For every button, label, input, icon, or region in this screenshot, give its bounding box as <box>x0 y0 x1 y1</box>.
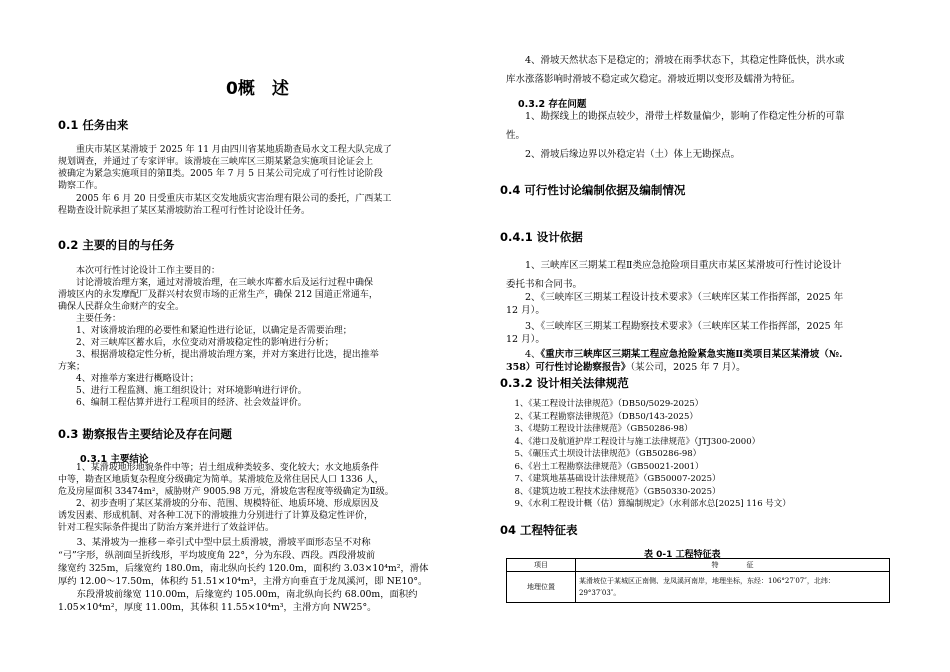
text-line: 本次可行性讨论设计工作主要目的： <box>58 266 221 276</box>
list-item: 3、《堤防工程设计法律规范》（GB50286-98） <box>506 424 693 434</box>
heading-0-1: 0.1 任务由来 <box>58 118 129 132</box>
text-line: 讨论滑坡治理方案，通过对滑坡治理，在三峡水库蓄水后及运行过程中确保 <box>58 278 374 288</box>
text-line: 确保人民群众生命财产的安全。 <box>58 302 185 312</box>
codes-list <box>506 398 791 511</box>
basis-item-4-cont <box>506 361 843 374</box>
list-item: 8、《建筑边坡工程技术法律规范》（GB50330-2025） <box>506 486 721 497</box>
table-cell <box>576 572 890 603</box>
text-line: 4、滑坡天然状态下是稳定的；滑坡在雨季状态下，其稳定性降低快，洪水或 <box>506 55 845 66</box>
text-line: 2、初步查明了某区某滑坡的分布、范围、规模特征、地质环境、形成原因及 <box>58 499 379 509</box>
heading-0-3: 0.3 勘察报告主要结论及存在问题 <box>58 427 232 441</box>
list-item: 9、《水利工程设计概（估）算编制规定》（水利部水总[2025] 116 号文） <box>506 499 791 509</box>
table-header-cell: 项目 <box>507 559 576 572</box>
para-basis <box>506 259 843 374</box>
heading-0-3-2-codes: 0.3.2 设计相关法律规范 <box>500 376 629 390</box>
text-line: 勘察工作。 <box>58 181 104 191</box>
table-row <box>507 572 890 603</box>
list-item: 4、《港口及航道护岸工程设计与施工法律规范》（JTJ300-2000） <box>506 436 761 447</box>
para-0-3-a <box>58 462 394 534</box>
heading-0-4-1: 0.4.1 设计依据 <box>500 230 583 244</box>
text-line: 3、《三峡库区三期某工程勘察技术要求》（三峡库区某工作指挥部，2025 年 <box>506 321 844 332</box>
text-line: 4、对推举方案进行概略设计； <box>58 374 199 384</box>
para-problems <box>506 110 845 161</box>
list-item: 5、《碾压式土坝设计法律规范》（GB50286-98） <box>506 449 702 459</box>
heading-0-2: 0.2 主要的目的与任务 <box>58 238 175 252</box>
text-line: 针对工程实际条件提出了防治方案并进行了效益评估。 <box>58 523 275 533</box>
text-line: 危及房屋面积 33474m²，威胁财产 9005.98 万元，滑坡危害程度等级确定为Ⅱ级。 <box>58 487 394 497</box>
text-line: 中等，勘查区地质复杂程度分级确定为简单。某滑坡危及常住居民人口 1336 人， <box>58 475 384 485</box>
text-span: 4、 <box>506 349 541 360</box>
text-line: 滑坡区内的永发摩配厂及群兴村农贸市场的正常生产，确保 212 国道正常通车， <box>58 290 378 300</box>
text-line: 1、某滑坡地形地貌条件中等；岩土组成种类较多、变化较大；水文地质条件 <box>58 463 379 473</box>
report-title-bold: 358）可行性讨论勘察报告》 <box>506 362 631 373</box>
text-line: 某滑坡位于某城区正南侧、龙凤溪河南岸，地理坐标，东经：106°27′07″，北纬： <box>579 577 835 585</box>
text-line: 缘宽约 325m，后缘宽约 180.0m，南北纵向长约 120.0m，面积约 3.03×10⁴m²，滑体 <box>58 563 429 574</box>
text-line: 性。 <box>506 130 526 141</box>
list-item: 2、《某工程勘察法律规范》（DB50/143-2025） <box>506 411 698 422</box>
text-line: 程勘查设计院承担了某区某滑坡防治工程可行性讨论设计任务。 <box>58 206 311 216</box>
text-line: 1、对该滑坡治理的必要性和紧迫性进行论证，以确定是否需要治理； <box>58 326 352 336</box>
text-line: 6、编制工程估算并进行工程项目的经济、社会效益评价。 <box>58 398 307 408</box>
table-cell: 地理位置 <box>507 572 576 603</box>
text-line: 重庆市某区某滑坡于 2025 年 11 月由四川省某地质勘查局水文工程大队完成了 <box>58 145 392 155</box>
text-line: 诱发因素、形成机制、对各种工况下的滑坡推力分别进行了计算及稳定性评价， <box>58 511 374 521</box>
heading-0-3-1: 0.3.1 主要结论 <box>80 454 149 465</box>
text-line: 库水涨落影响时滑坡不稳定或欠稳定。滑坡近期以变形及蠕滑为特征。 <box>506 74 801 85</box>
list-item: 1、《某工程设计法律规范》（DB50/5029-2025） <box>506 399 704 409</box>
text-line: 被确定为紧急实施项目的第Ⅱ类。2005 年 7 月 5 日某公司完成了可行性讨论阶段 <box>58 169 383 179</box>
table-title: 表 0-1 工程特征表 <box>644 550 721 560</box>
report-title-bold: 《重庆市三峡库区三期某工程应急抢险紧急实施Ⅱ类项目某区某滑坡（№. <box>540 349 843 360</box>
text-line: 29°37′03″。 <box>579 589 621 597</box>
heading-0-3-2: 0.3.2 存在问题 <box>518 99 587 110</box>
text-line: 厚约 12.00～17.50m，体积约 51.51×10⁴m³，主滑方向垂直于龙凤溪河，即 NE10°。 <box>58 576 428 587</box>
text-line: 3、根据滑坡稳定性分析，提出滑坡治理方案，并对方案进行比选，提出推举 <box>58 350 379 360</box>
heading-0-4-table: 04 工程特征表 <box>500 523 578 537</box>
text-line: 5、进行工程监测、施工组织设计；对环境影响进行评价。 <box>58 386 307 396</box>
para-0-1-a <box>58 144 392 192</box>
para-0-1-b <box>58 193 391 217</box>
text-line: 12 月）。 <box>506 334 545 345</box>
text-line: 方案； <box>58 362 86 372</box>
text-line: “弓”字形，纵剖面呈折线形，平均坡度角 22°，分为东段、西段。西段滑坡前 <box>58 550 376 561</box>
text-line: 12 月）。 <box>506 305 545 316</box>
basis-item-4 <box>506 348 843 361</box>
text-line: 主要任务： <box>58 314 122 324</box>
text-line: 2、《三峡库区三期某工程设计技术要求》（三峡库区某工作指挥部，2025 年 <box>506 292 844 303</box>
text-line: 2、对三峡库区蓄水后，水位变动对滑坡稳定性的影响进行分析； <box>58 338 334 348</box>
para-continued <box>506 54 845 86</box>
table-header-cell: 特 征 <box>576 559 890 572</box>
page-title: 0概 述 <box>226 79 289 99</box>
text-line: 3、某滑坡为一推移－牵引式中型中层土质滑坡，滑坡平面形态呈不对称 <box>58 537 371 548</box>
text-line: 1、勘探线上的勘探点较少，滑带土样数量偏少，影响了作稳定性分析的可靠 <box>506 111 845 122</box>
para-0-3-b <box>58 536 428 614</box>
text-line: 1.05×10⁴m²，厚度 11.00m，其体积 11.55×10⁴m³，主滑方向 NW25°。 <box>58 602 377 613</box>
text-line: 2005 年 6 月 20 日受重庆市某区交发地质灾害治理有限公司的委托，广西某工 <box>58 194 392 204</box>
text-line: 东段滑坡前缘宽 110.00m，后缘宽约 105.00m，南北纵向长约 68.00m，面积约 <box>58 589 418 600</box>
list-item: 7、《建筑地基基础设计法律规范》（GB50007-2025） <box>506 474 721 484</box>
text-line: 委托书和合同书。 <box>506 279 583 290</box>
text-line: 1、三峡库区三期某工程Ⅱ类应急抢险项目重庆市某区某滑坡可行性讨论设计 <box>506 260 842 271</box>
heading-0-4: 0.4 可行性讨论编制依据及编制情况 <box>500 183 686 197</box>
feature-table <box>506 558 890 603</box>
text-line: 规划调查，并通过了专家评审。该滑坡在三峡库区三期某紧急实施项目论证会上 <box>58 157 374 167</box>
table-header-row <box>507 559 890 572</box>
list-item: 6、《岩土工程勘察法律规范》（GB50021-2001） <box>506 461 704 472</box>
text-line: 2、滑坡后缘边界以外稳定岩（土）体上无勘探点。 <box>506 149 741 160</box>
para-0-2 <box>58 265 379 409</box>
text-span: （某公司，2025 年 7 月）。 <box>630 362 746 373</box>
